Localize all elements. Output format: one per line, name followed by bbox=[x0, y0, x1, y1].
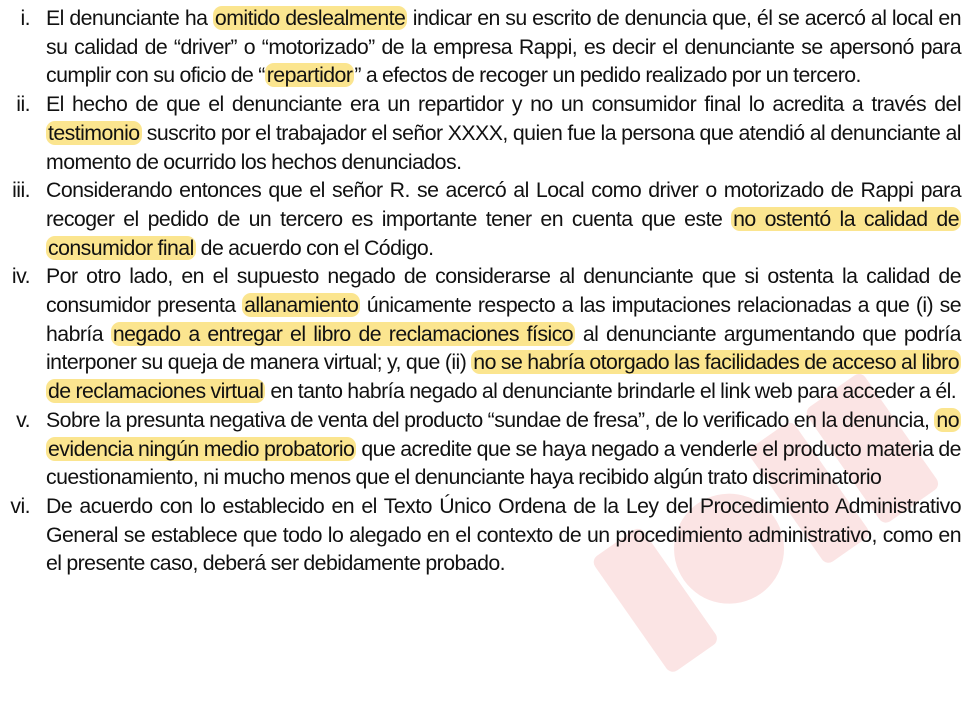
item-number: ii. bbox=[16, 92, 30, 117]
list-item bbox=[0, 262, 975, 406]
paragraph-text: indicar en su escrito de denuncia que, él se acercó al local en su calidad de “driver” o “motorizado” de la empresa Rappi, es decir el denunciante se apersonó para cumplir con su oficio de “ bbox=[46, 6, 962, 88]
numbered-list bbox=[0, 4, 975, 578]
item-number: iii. bbox=[12, 178, 30, 203]
paragraph-text: De acuerdo con lo establecido en el Texto Único Ordena de la Ley del Procedimiento Administrativo General se establece que todo lo alegado en el contexto de un procedimiento administrativo, como en el presente caso, deberá ser debidamente probado. bbox=[46, 493, 961, 576]
paragraph-text: El denunciante ha bbox=[46, 6, 213, 30]
paragraph-text: Considerando entonces que el señor R. se acercó al Local como driver o motorizado de Rappi para recoger el pedido de un tercero es importante tener en cuenta que este bbox=[46, 178, 961, 231]
item-number: iv. bbox=[11, 264, 30, 289]
highlighted-text: allanamiento bbox=[244, 293, 359, 318]
paragraph-text: de acuerdo con el Código. bbox=[195, 235, 434, 260]
highlighted-text: negado a entregar el libro de reclamaciones físico bbox=[112, 321, 574, 346]
list-item bbox=[0, 406, 975, 492]
highlighted-text: no ostentó la calidad de consumidor final bbox=[48, 206, 959, 260]
paragraph-text: ” a efectos de recoger un pedido realizado por un tercero. bbox=[354, 63, 861, 88]
list-item bbox=[0, 4, 975, 90]
paragraph-text: Por otro lado, en el supuesto negado de considerarse al denunciante que si ostenta la calidad de consumidor presenta bbox=[46, 264, 961, 318]
highlighted-text: no se habría otorgado las facilidades de acceso al libro de reclamaciones virtual bbox=[48, 350, 959, 404]
item-number: v. bbox=[16, 407, 30, 432]
list-item bbox=[0, 90, 975, 176]
paragraph-text: al denunciante argumentando que podría interponer su queja de manera virtual; y, que (ii) bbox=[46, 321, 961, 375]
item-number: i. bbox=[20, 6, 30, 30]
item-number: vi. bbox=[10, 493, 30, 518]
paragraph-text: El hecho de que el denunciante era un repartidor y no un consumidor final lo acredita a través del bbox=[46, 92, 961, 117]
paragraph-text: únicamente respecto a las imputaciones relacionadas a que (i) se habría bbox=[46, 293, 962, 346]
list-item bbox=[0, 176, 975, 262]
list-item bbox=[0, 492, 975, 578]
highlighted-text: omitido deslealmente bbox=[214, 6, 406, 30]
paragraph-text: Sobre la presunta negativa de venta del producto “sundae de fresa”, de lo verificado en la denuncia, bbox=[46, 407, 935, 432]
paragraph-text: suscrito por el trabajador el señor XXXX, quien fue la persona que atendió al denunciante al momento de ocurrido los hechos denunciados. bbox=[46, 120, 961, 174]
highlighted-text: testimonio bbox=[48, 120, 140, 145]
paragraph-text: en tanto habría negado al denunciante brindarle el link web para acceder a él. bbox=[265, 379, 957, 404]
highlighted-text: no evidencia ningún medio probatorio bbox=[48, 407, 959, 461]
paragraph-text: que acredite que se haya negado a venderle el producto materia de cuestionamiento, ni mucho menos que el denunciante haya recibido algún trato discriminatorio bbox=[46, 436, 961, 490]
highlighted-text: repartidor bbox=[266, 63, 353, 88]
